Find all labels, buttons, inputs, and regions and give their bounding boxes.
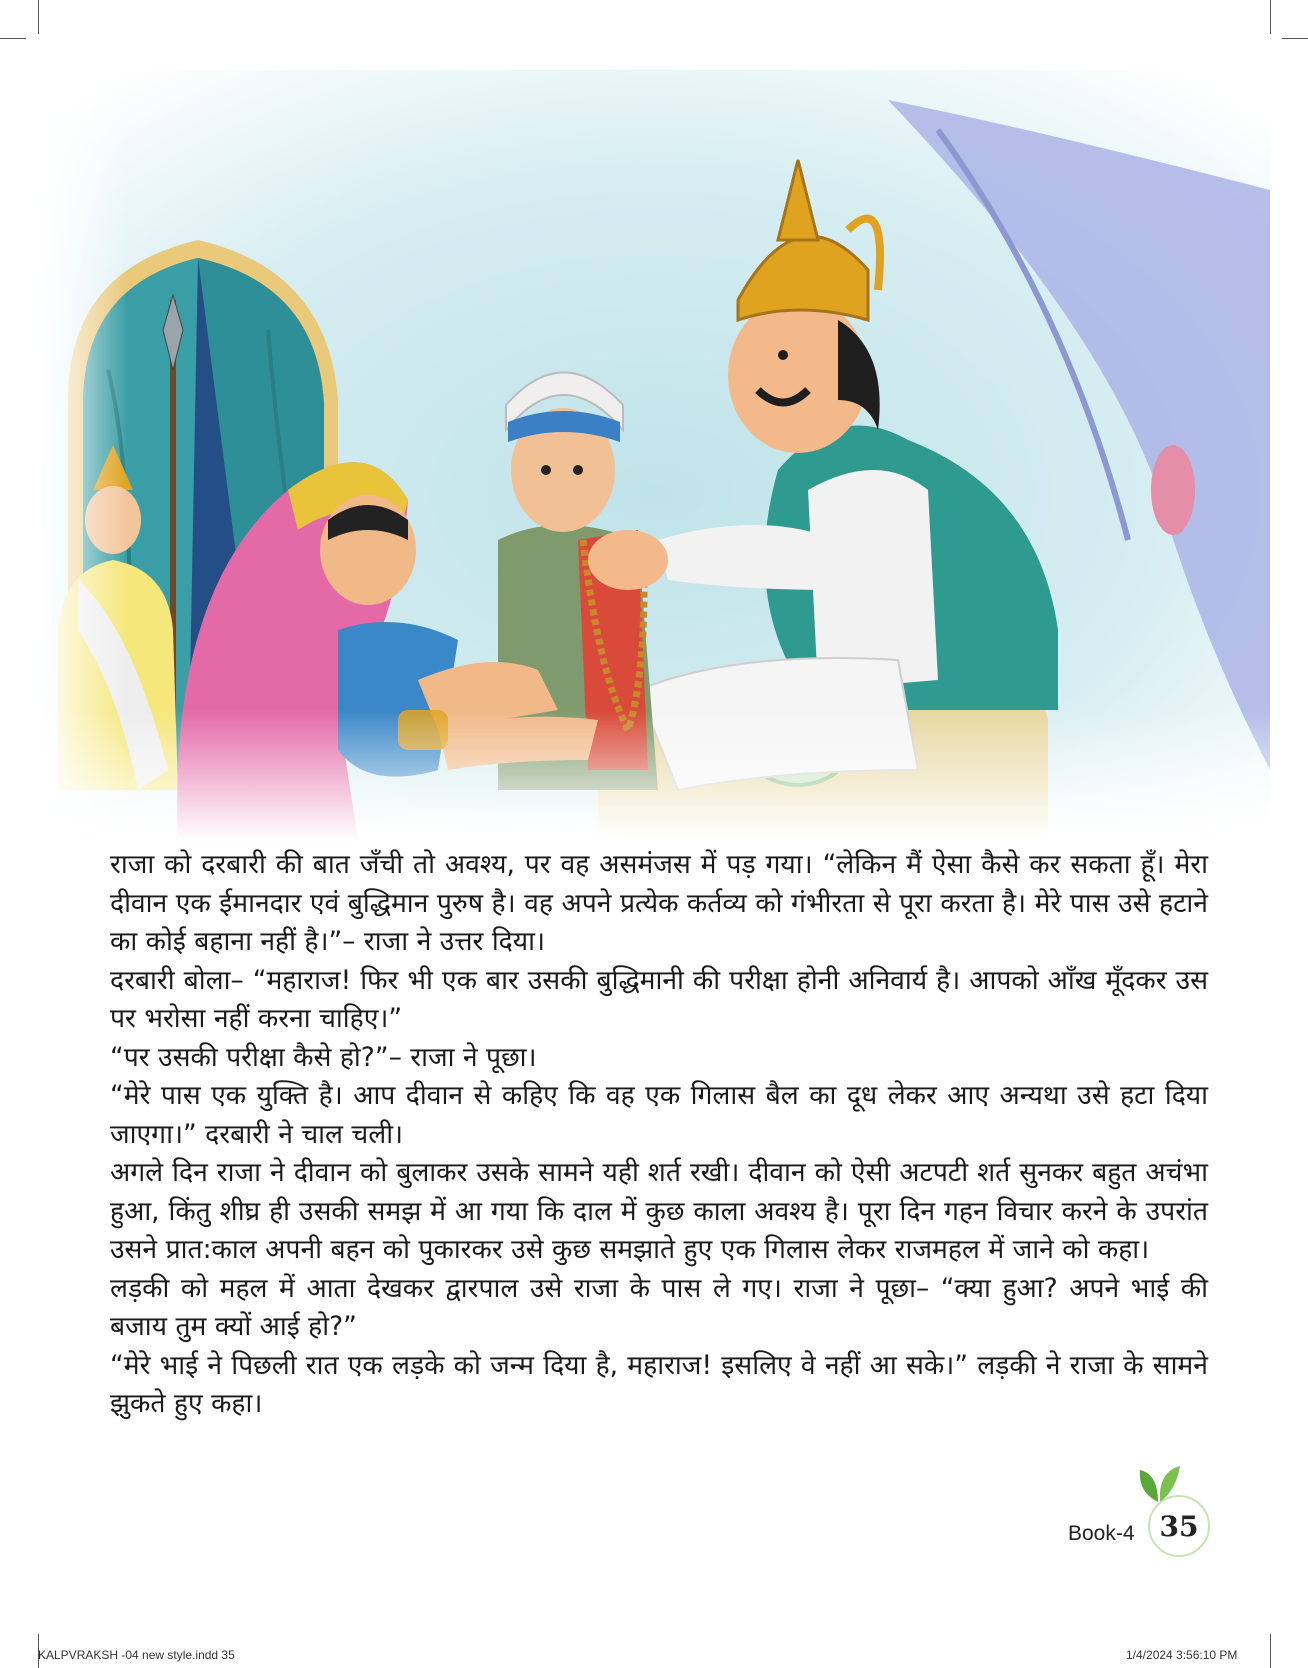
story-paragraph: “मेरे भाई ने पिछली रात एक लड़के को जन्म दिया है, महाराज! इसलिए वे नहीं आ सके।” लड़की ने राजा के सामने झुकते हुए कहा। <box>110 1349 1208 1419</box>
story-paragraph: अगले दिन राजा ने दीवान को बुलाकर उसके सामने यही शर्त रखी। दीवान को ऐसी अटपटी शर्त सुनकर बहुत अचंभा हुआ, किंतु शीघ्र ही उसकी समझ में आ गया कि दाल में कुछ काला अवश्य है। पूरा दिन गहन विचार करने के उपरांत उसने प्रात:काल अपनी बहन को पुकारकर उसे कुछ समझाते हुए एक गिलास लेकर राजमहल में जाने को कहा। <box>110 1157 1208 1265</box>
story-paragraph: दरबारी बोला– “महाराज! फिर भी एक बार उसकी बुद्धिमानी की परीक्षा होनी अनिवार्य है। आपको आँख मूँदकर उस पर भरोसा नहीं करना चाहिए।” <box>110 964 1208 1034</box>
crop-mark-top-left-h <box>0 38 26 39</box>
crop-mark-bottom-right-v <box>1270 1634 1271 1668</box>
book-label: Book-4 <box>1068 1522 1135 1545</box>
crop-mark-top-right-h <box>1282 38 1308 39</box>
story-illustration <box>38 70 1270 840</box>
crop-mark-top-right-v <box>1270 0 1271 34</box>
print-slug-file: KALPVRAKSH -04 new style.indd 35 <box>38 1648 235 1662</box>
story-paragraph: “पर उसकी परीक्षा कैसे हो?”– राजा ने पूछा। <box>110 1041 537 1073</box>
story-paragraph: लड़की को महल में आता देखकर द्वारपाल उसे राजा के पास ले गए। राजा ने पूछा– “क्या हुआ? अपने भाई की बजाय तुम क्यों आई हो?” <box>110 1272 1208 1342</box>
page-number: 35 <box>1148 1495 1210 1557</box>
story-paragraph: “मेरे पास एक युक्ति है। आप दीवान से कहिए कि वह एक गिलास बैल का दूध लेकर आए अन्यथा उसे हटा दिया जाएगा।” दरबारी ने चाल चली। <box>110 1080 1208 1150</box>
story-paragraph: राजा को दरबारी की बात जँची तो अवश्य, पर वह असमंजस में पड़ गया। “लेकिन मैं ऐसा कैसे कर सकता हूँ। मेरा दीवान एक ईमानदार एवं बुद्धिमान पुरुष है। वह अपने प्रत्येक कर्तव्य को गंभीरता से पूरा करता है। मेरे पास उसे हटाने का कोई बहाना नहीं है।”– राजा ने उत्तर दिया। <box>110 849 1208 957</box>
print-slug-timestamp: 1/4/2024 3:56:10 PM <box>1126 1648 1238 1662</box>
story-text <box>110 846 1208 1424</box>
crop-mark-top-left-v <box>38 0 39 34</box>
